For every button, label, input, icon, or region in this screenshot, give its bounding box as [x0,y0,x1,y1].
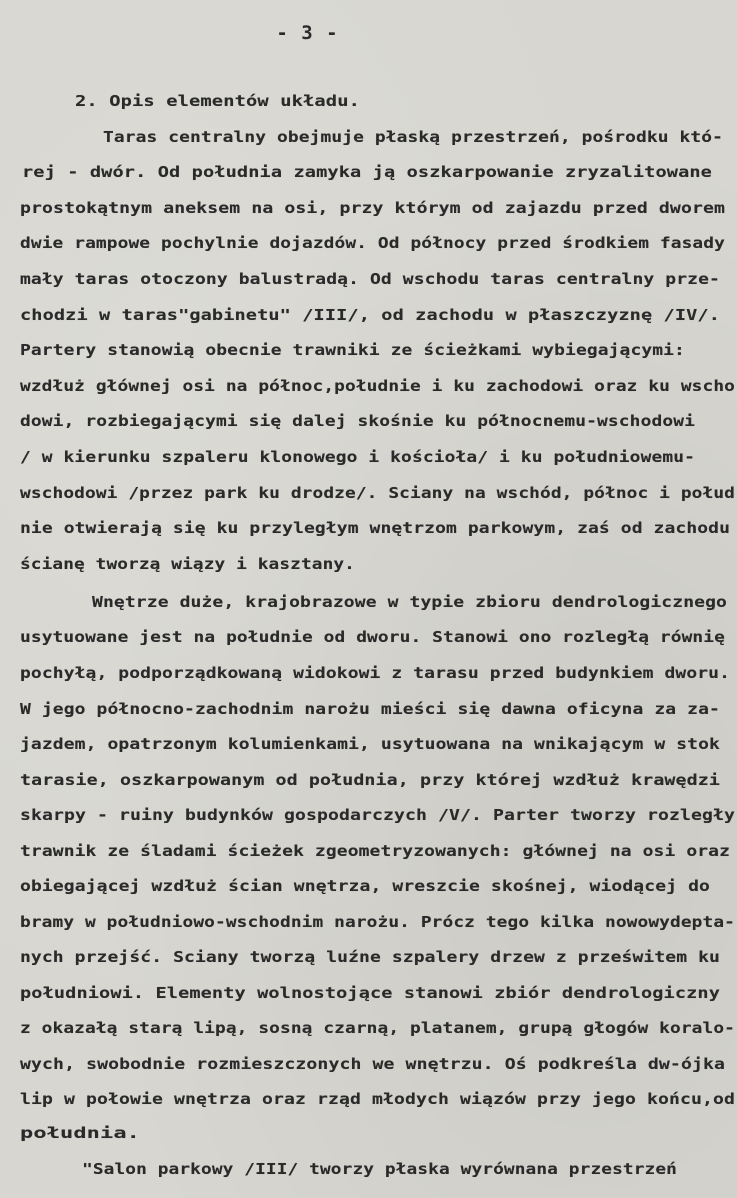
text-line: nych przejść. Sciany tworzą luźne szpalery drzew z prześwitem ku [20,948,720,966]
text-line: wzdłuż głównej osi na północ,południe i ku zachodowi oraz ku wscho [20,377,736,395]
text-line: dowi, rozbiegającymi się dalej skośnie ku północnemu-wschodowi [20,412,696,430]
text-line: tarasie, oszkarpowanym od południa, przy której wzdłuż krawędzi [20,771,720,789]
text-line: Taras centralny obejmuje płaską przestrzeń, pośrodku któ- [103,128,723,146]
text-line: usytuowane jest na południe od dworu. Stanowi ono rozległą równię [20,628,725,646]
text-line: mały taras otoczony balustradą. Od wschodu taras centralny prze- [20,270,720,288]
text-line: trawnik ze śladami ścieżek zgeometryzowanych: głównej na osi oraz [20,842,731,860]
text-line: wych, swobodnie rozmieszczonych we wnętrzu. Oś podkreśla dw-ójka [20,1055,726,1073]
section-heading: 2. Opis elementów układu. [75,92,361,110]
text-line: prostokątnym aneksem na osi, przy którym od zajazdu przed dworem [20,199,726,217]
text-line: jazdem, opatrzonym kolumienkami, usytuowana na wnikającym w stok [20,735,720,753]
text-line: skarpy - ruiny budynków gospodarczych /V/. Parter tworzy rozległy [20,806,736,824]
text-line: ścianę tworzą wiązy i kasztany. [20,555,355,573]
text-line: chodzi w taras"gabinetu" /III/, od zachodu w płaszczyznę /IV/. [20,306,720,324]
text-line: rej - dwór. Od południa zamyka ją oszkarpowanie zryzalitowane [22,163,713,181]
text-line: Wnętrze duże, krajobrazowe w typie zbioru dendrologicznego [92,593,728,611]
text-line: W jego północno-zachodnim narożu mieści się dawna oficyna za za- [20,700,720,718]
page-number: - 3 - [276,22,339,44]
text-line: obiegającej wzdłuż ścian wnętrza, wreszcie skośnej, wiodącej do [20,877,710,895]
text-line: wschodowi /przez park ku drodze/. Sciany na wschód, północ i połud [20,484,736,502]
text-line: z okazałą starą lipą, sosną czarną, platanem, grupą głogów koralo- [20,1019,736,1037]
text-line: Partery stanowią obecnie trawniki ze ścieżkami wybiegającymi: [20,341,685,359]
text-line: południowi. Elementy wolnostojące stanowi zbiór dendrologiczny [20,984,720,1002]
text-line: bramy w południowo-wschodnim narożu. Prócz tego kilka nowowydepta- [20,913,736,931]
text-line: dwie rampowe pochylnie dojazdów. Od północy przed środkiem fasady [20,234,725,252]
text-line: / w kierunku szpaleru klonowego i kościoła/ i ku południowemu- [20,448,696,466]
text-line: pochyłą, podporządkowaną widokowi z tarasu przed budynkiem dworu. [20,664,731,682]
text-line: lip w połowie wnętrza oraz rząd młodych wiązów przy jego końcu,od [20,1090,736,1108]
text-line: południa. [20,1124,141,1142]
text-line: nie otwierają się ku przyległym wnętrzom parkowym, zaś od zachodu [20,519,731,537]
text-line: "Salon parkowy /III/ tworzy płaska wyrównana przestrzeń [82,1160,677,1178]
